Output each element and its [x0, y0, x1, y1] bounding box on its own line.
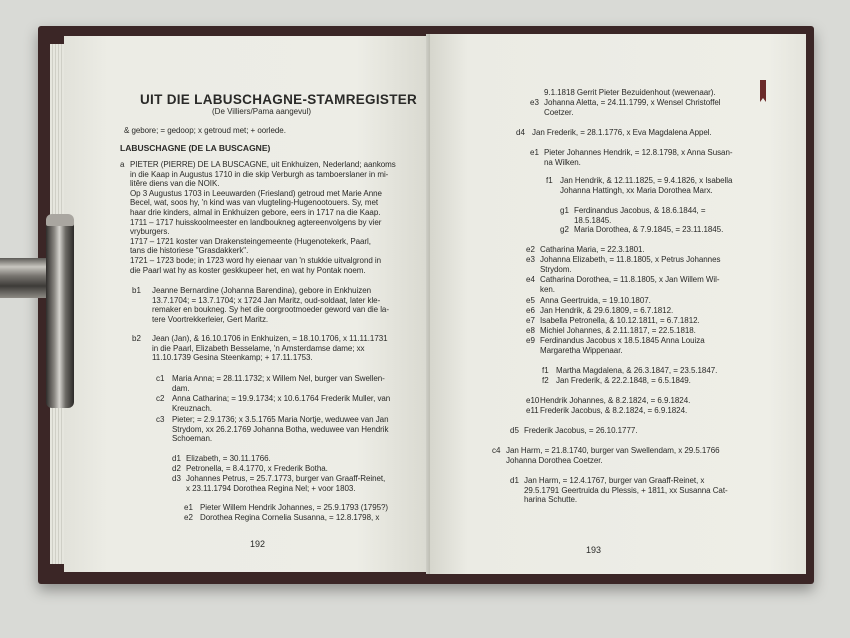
right-entry-line: na Wilken. [544, 157, 581, 167]
right-entry-label: c4 [492, 446, 501, 455]
page-subtitle: (De Villiers/Pama aangevul) [212, 107, 312, 116]
left-entry-line: Jean (Jan), & 16.10.1706 in Enkhuizen, = 18.10.1706, x 11.11.1731 [152, 334, 388, 343]
left-entry-label: b1 [132, 286, 141, 295]
book-clamp-head [46, 214, 74, 226]
left-entry-line: 13.7.1704; = 13.7.1704; x 1724 Jan Maritz, oud-soldaat, later kle- [152, 295, 381, 305]
left-entry-line: Jeanne Bernardine (Johanna Barendina), gebore in Enkhuizen [152, 286, 372, 295]
right-entry-label: e2 [526, 245, 535, 254]
right-entry-line: Maria Dorothea, & 7.9.1845, = 23.11.1845. [574, 225, 724, 234]
right-entry-label: e4 [526, 275, 535, 284]
right-entry-line: Jan Hendrik, & 29.6.1809, = 6.7.1812. [540, 306, 674, 315]
right-entry-label: f1 [542, 366, 549, 375]
left-entry-line: Elizabeth, = 30.11.1766. [186, 454, 271, 463]
left-entry-line: Maria Anna; = 28.11.1732; x Willem Nel, burger van Swellen- [172, 374, 385, 383]
left-entry-line: 1711 – 1717 huisskoolmeester en landboukneg agtereenvolgens by vier [130, 217, 382, 227]
left-entry-line: Becel, wat, soos hy, 'n kind was van vlugteling-Hugenootouers. Sy, met [130, 198, 379, 208]
left-entry-label: d1 [172, 454, 181, 463]
page-number: 192 [250, 539, 266, 549]
right-entry-line: Catharina Maria, = 22.3.1801. [540, 245, 645, 254]
left-entry-line: PIETER (PIERRE) DE LA BUSCAGNE, uit Enkhuizen, Nederland; aankoms [130, 160, 396, 169]
left-entry-line: Schoeman. [172, 434, 213, 444]
right-entry-line: harina Schutte. [524, 495, 578, 505]
right-entry-label: g1 [560, 206, 569, 215]
right-entry-label: e1 [530, 148, 539, 157]
right-entry-label: d1 [510, 476, 519, 485]
left-entry-line: 11.10.1739 Gesina Steenkamp; + 17.11.1753. [152, 353, 313, 363]
left-entry-line: Kreuznach. [172, 403, 212, 413]
right-entry-line: Michiel Johannes, & 2.11.1817, = 22.5.1818. [540, 326, 696, 335]
left-entry-label: e1 [184, 503, 193, 512]
right-entry-label: d4 [516, 128, 525, 137]
right-entry-line: Martha Magdalena, & 26.3.1847, = 23.5.1847. [556, 366, 718, 375]
left-entry-line: litêre diens van die NOIK. [130, 179, 220, 189]
left-entry-label: c3 [156, 415, 165, 424]
right-entry-label: e5 [526, 296, 535, 305]
right-entry-line: Jan Harm, = 12.4.1767, burger van Graaff-Reinet, x [524, 476, 705, 485]
right-entry-label: e9 [526, 336, 535, 345]
left-entry-line: vryburgers. [130, 227, 170, 237]
page-title: UIT DIE LABUSCHAGNE-STAMREGISTER [140, 92, 418, 107]
right-entry-label: e3 [526, 255, 535, 264]
right-entry-line: Strydom. [540, 264, 572, 274]
left-entry-line: tere Voortrekkerleier, Gert Maritz. [152, 314, 269, 324]
left-entry-label: d2 [172, 464, 181, 473]
left-entry-line: Pieter; = 2.9.1736; x 3.5.1765 Maria Nortje, weduwee van Jan [172, 415, 389, 424]
right-entry-label: e10 [526, 396, 540, 405]
right-entry-line: Johanna Hattingh, xx Maria Dorothea Marx. [560, 185, 713, 195]
right-entry-line: Jan Harm, = 21.8.1740, burger van Swellendam, x 29.5.1766 [506, 446, 720, 455]
left-entry-label: b2 [132, 334, 141, 343]
left-entry-line: x 23.11.1794 Dorothea Regina Nel; + voor 1803. [186, 483, 356, 493]
right-entry-label: f2 [542, 376, 549, 385]
right-entry-line: Jan Frederik, & 22.2.1848, = 6.5.1849. [556, 376, 691, 385]
left-entry-line: 1721 – 1723 bode; in 1723 word hy eienaar van 'n stukkie uitvalgrond in [130, 256, 382, 265]
symbol-legend: & gebore; = gedoop; x getroud met; + oorlede. [124, 126, 286, 135]
left-entry-line: Petronella, = 8.4.1770, x Frederik Botha. [186, 464, 328, 473]
right-entry-line: ken. [540, 284, 555, 294]
right-entry-line: 18.5.1845. [574, 215, 612, 225]
right-entry-label: e3 [530, 98, 539, 107]
left-entry-line: Johannes Petrus, = 25.7.1773, burger van Graaff-Reinet, [186, 474, 386, 483]
right-entry-label: f1 [546, 176, 553, 185]
left-entry-label: e2 [184, 513, 193, 522]
left-entry-line: die Paarl wat hy as koster geskkupeer het, en wat hy Pontak noem. [130, 265, 366, 275]
right-entry-line: Johanna Dorothea Coetzer. [506, 455, 603, 465]
left-entry-line: Op 3 Augustus 1703 in Leeuwarden (Friesland) getroud met Marie Anne [130, 188, 382, 198]
right-entry-line: Catharina Dorothea, = 11.8.1805, x Jan Willem Wil- [540, 275, 720, 284]
left-entry-line: remaker en boukneg. Sy het die oorgrootmoeder geword van die la- [152, 305, 389, 315]
left-entry-line: Anna Catharina; = 19.9.1734; x 10.6.1764 Frederik Muller, van [172, 394, 391, 403]
left-page [64, 36, 430, 572]
right-entry-line: Ferdinandus Jacobus, & 18.6.1844, = [574, 206, 706, 215]
left-entry-line: in die Paarl, Elizabeth Besselame, 'n Amsterdamse dame; xx [152, 343, 365, 353]
left-entry-line: dam. [172, 383, 190, 393]
right-entry-line: Margaretha Wippenaar. [540, 345, 623, 355]
right-entry-label: e6 [526, 306, 535, 315]
left-entry-label: a [120, 160, 125, 169]
left-entry-line: Pieter Willem Hendrik Johannes, = 25.9.1793 (1795?) [200, 503, 389, 512]
right-entry-line: Isabella Petronella, & 10.12.1811, = 6.7.1812. [540, 316, 700, 325]
right-entry-line: Ferdinandus Jacobus x 18.5.1845 Anna Louiza [540, 336, 705, 345]
left-entry-line: haar drie kinders, almal in Enkhuizen gebore, eers in 1717 na die Kaap. [130, 208, 381, 217]
left-entry-line: in die Kaap in Augustus 1710 in die skip Verburgh as tamboerslaner in mi- [130, 169, 389, 179]
left-entry-line: 1717 – 1721 koster van Drakensteingemeente (Hugenotekerk, Paarl, [130, 236, 371, 246]
right-entry-line: Frederik Jacobus, = 26.10.1777. [524, 426, 638, 435]
left-entry-label: c1 [156, 374, 165, 383]
right-entry-line: Jan Frederik, = 28.1.1776, x Eva Magdalena Appel. [532, 128, 712, 137]
right-entry-line: Pieter Johannes Hendrik, = 12.8.1798, x Anna Susan- [544, 148, 733, 157]
family-heading: LABUSCHAGNE (DE LA BUSCAGNE) [120, 143, 271, 153]
left-entry-label: d3 [172, 474, 181, 483]
right-entry-line: Johanna Aletta, = 24.11.1799, x Wensel Christoffel [544, 98, 721, 107]
right-entry-label: e7 [526, 316, 535, 325]
right-page [430, 34, 806, 574]
left-entry-line: Strydom, xx 26.2.1769 Johanna Botha, weduwee van Hendrik [172, 424, 389, 434]
right-entry-label: d5 [510, 426, 519, 435]
page-number: 193 [586, 545, 602, 555]
right-entry-line: Jan Hendrik, & 12.11.1825, = 9.4.1826, x Isabella [560, 176, 733, 185]
right-entry-line: Hendrik Johannes, & 8.2.1824, = 6.9.1824. [540, 396, 691, 405]
left-entry-line: tans die historiese "Grasdakkerk". [130, 246, 249, 256]
book-clamp-post [46, 216, 74, 408]
right-entry-line: Anna Geertruida, = 19.10.1807. [540, 296, 651, 305]
right-entry-label: e8 [526, 326, 535, 335]
right-entry-line: Coetzer. [544, 107, 574, 117]
bookmark-ribbon [760, 80, 766, 102]
right-entry-line: Johanna Elizabeth, = 11.8.1805, x Petrus Johannes [540, 255, 721, 264]
right-entry-line: 9.1.1818 Gerrit Pieter Bezuidenhout (wewenaar). [544, 88, 716, 97]
right-entry-line: Frederik Jacobus, & 8.2.1824, = 6.9.1824. [540, 406, 688, 415]
right-entry-line: 29.5.1791 Geertruida du Plessis, + 1811, xx Susanna Cat- [524, 485, 728, 495]
right-entry-label: e11 [526, 406, 539, 415]
left-entry-line: Dorothea Regina Cornelia Susanna, = 12.8.1798, x [200, 513, 380, 522]
left-entry-label: c2 [156, 394, 165, 403]
right-entry-label: g2 [560, 225, 569, 234]
